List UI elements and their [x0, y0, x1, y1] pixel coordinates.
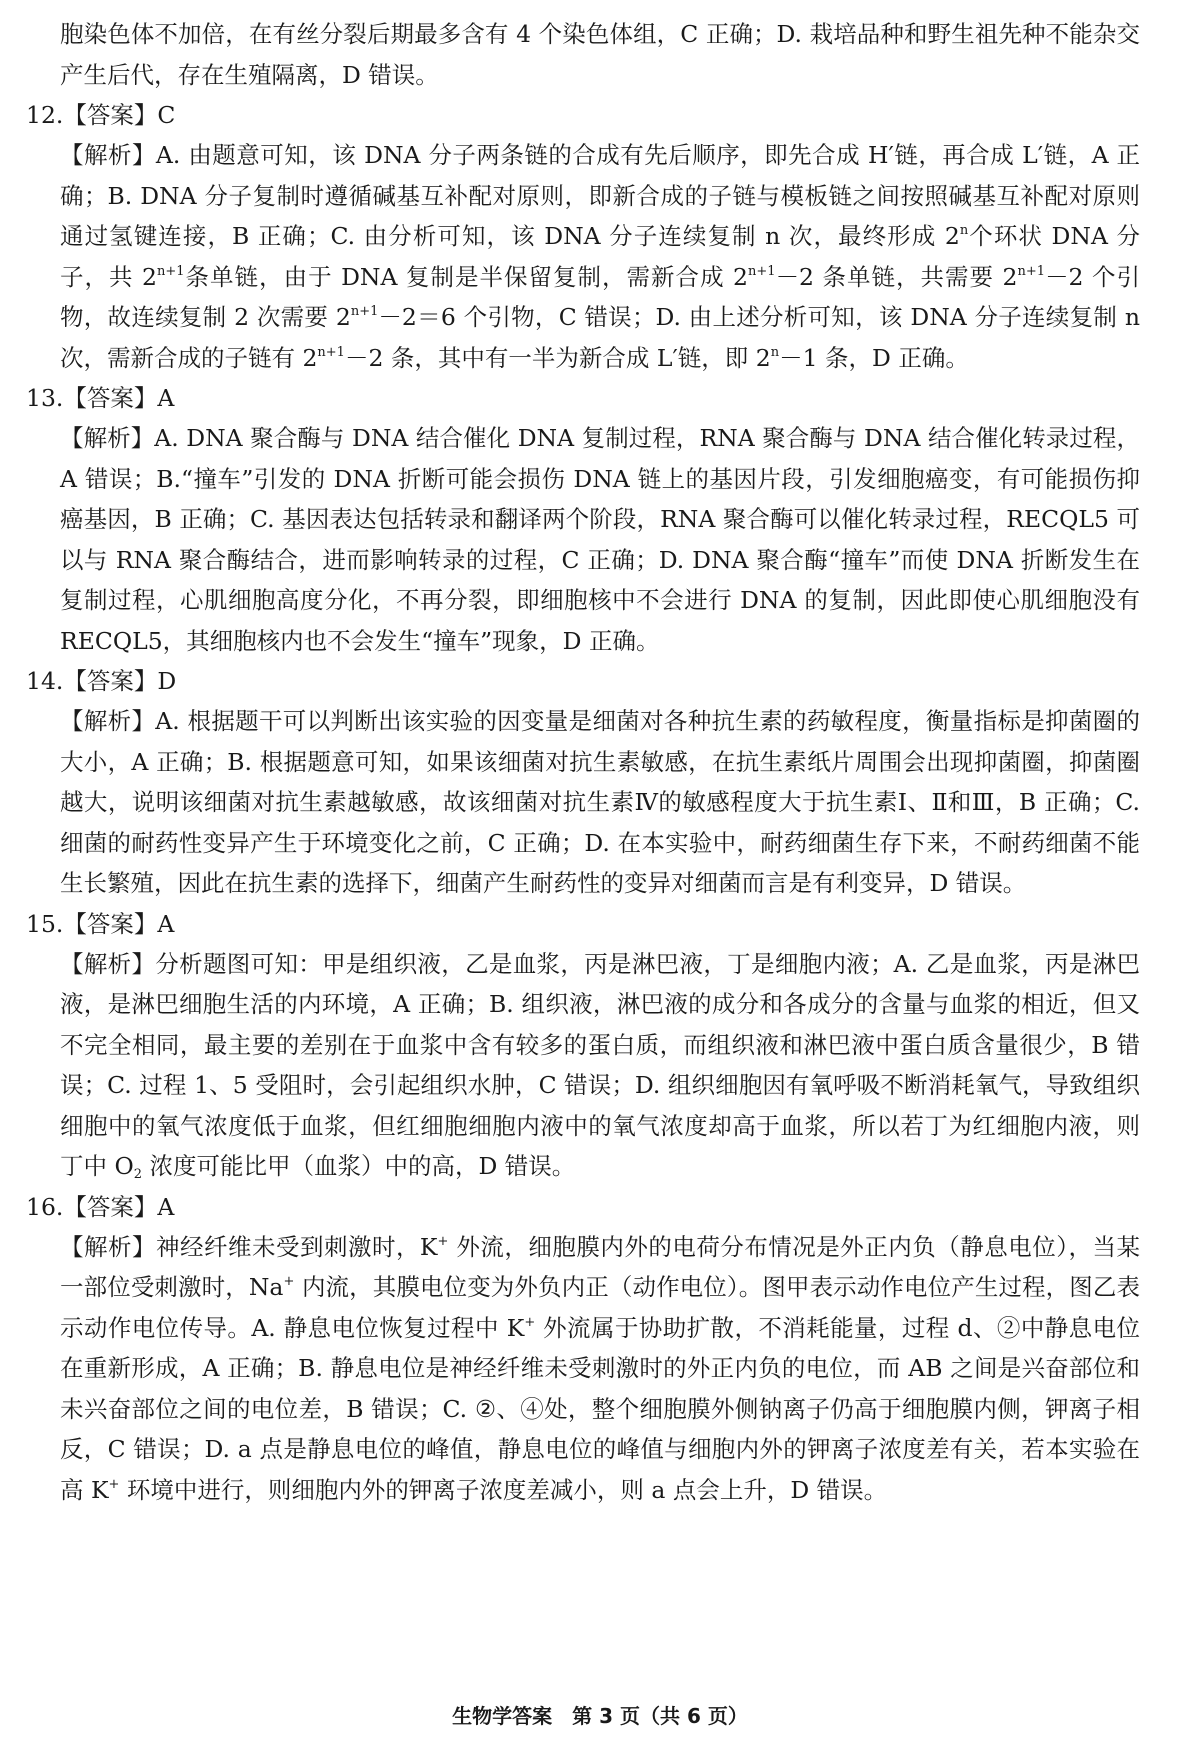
question-14	[26, 661, 1140, 904]
continued-paragraph: 胞染色体不加倍，在有丝分裂后期最多含有 4 个染色体组，C 正确；D. 栽培品种和野生祖先种不能杂交产生后代，存在生殖隔离，D 错误。	[60, 20, 1140, 89]
analysis-paragraph: 【解析】A. 由题意可知，该 DNA 分子两条链的合成有先后顺序，即先合成 H′链，再合成 L′链，A 正确；B. DNA 分子复制时遵循碱基互补配对原则，即新合成的子链与模板链之间按照碱基互补配对原则通过氢键连接，B 正确；C. 由分析可知，该 DNA 分子连续复制 n 次，最终形成 2$^n$个环状 DNA 分子，共 $2^{n+1}$条单链，由于 DNA 复制是半保留复制，需新合成 $2^{n+1}-2$ 条单链，共需要 $2^{n+1}-2$ 个引物，故连续复制 2 次需要 $2^{n+1}-2=6$ 个引物，C 错误；D. 由上述分析可知，该 DNA 分子连续复制 n 次，需新合成的子链有 $2^{n+1}-2$ 条，其中有一半为新合成 L′链，即 $2^n-1$ 条，D 正确。	[60, 141, 1141, 372]
answer-line: 15.【答案】A	[26, 909, 175, 938]
question-13	[26, 378, 1140, 661]
answer-line: 14.【答案】D	[26, 667, 177, 695]
question-16	[26, 1187, 1141, 1511]
answer-value: D	[157, 667, 177, 695]
analysis-paragraph: 【解析】A. DNA 聚合酶与 DNA 结合催化 DNA 复制过程，RNA 聚合酶与 DNA 结合催化转录过程，A 错误；B.“撞车”引发的 DNA 折断可能会损伤 DNA 链上的基因片段，引发细胞癌变，有可能损伤抑癌基因，B 正确；C. 基因表达包括转录和翻译两个阶段，RNA 聚合酶可以催化转录过程，RECQL5 可以与 RNA 聚合酶结合，进而影响转录的过程，C 正确；D. DNA 聚合酶“撞车”而使 DNA 折断发生在复制过程，心肌细胞高度分化，不再分裂，即细胞核中不会进行 DNA 的复制，因此即使心肌细胞没有 RECQL5，其细胞核内也不会发生“撞车”现象，D 正确。	[60, 424, 1140, 655]
question-12	[26, 95, 1141, 378]
analysis-paragraph: 【解析】A. 根据题干可以判断出该实验的因变量是细菌对各种抗生素的药敏程度，衡量指标是抑菌圈的大小，A 正确；B. 根据题意可知，如果该细菌对抗生素敏感，在抗生素纸片周围会出现抑菌圈，抑菌圈越大，说明该细菌对抗生素越敏感，故该细菌对抗生素Ⅳ的敏感程度大于抗生素Ⅰ、Ⅱ和Ⅲ，B 正确；C. 细菌的耐药性变异产生于环境变化之前，C 正确；D. 在本实验中，耐药细菌生存下来，不耐药细菌不能生长繁殖，因此在抗生素的选择下，细菌产生耐药性的变异对细菌而言是有利变异，D 错误。	[60, 707, 1140, 897]
answer-value: A	[157, 384, 175, 412]
answer-line: 13.【答案】A	[26, 384, 175, 412]
answer-line: 16.【答案】A	[26, 1192, 175, 1221]
answer-value: C	[157, 101, 176, 129]
question-15	[26, 904, 1140, 1187]
answer-value: A	[157, 1192, 175, 1221]
answer-value: A	[157, 909, 175, 938]
answer-line: 12.【答案】C	[26, 101, 176, 129]
analysis-paragraph: 【解析】分析题图可知：甲是组织液，乙是血浆，丙是淋巴液，丁是细胞内液；A. 乙是血浆，丙是淋巴液，是淋巴细胞生活的内环境，A 正确；B. 组织液，淋巴液的成分和各成分的含量与血浆的相近，但又不完全相同，最主要的差别在于血浆中含有较多的蛋白质，而组织液和淋巴液中蛋白质含量很少，B 错误；C. 过程 1、5 受阻时，会引起组织水肿，C 错误；D. 组织细胞因有氧呼吸不断消耗氧气，导致组织细胞中的氧气浓度低于血浆，但红细胞细胞内液中的氧气浓度却高于血浆，所以若丁为红细胞内液，则丁中 $O_2$ 浓度可能比甲（血浆）中的高，D 错误。	[60, 949, 1140, 1182]
page-footer: 生物学答案 第 3 页（共 6 页）	[452, 1704, 748, 1728]
analysis-paragraph: 【解析】神经纤维未受到刺激时，K+ 外流，细胞膜内外的电荷分布情况是外正内负（静息电位），当某一部位受刺激时，Na+ 内流，其膜电位变为外负内正（动作电位）。图甲表示动作电位产生过程，图乙表示动作电位传导。A. 静息电位恢复过程中 K+ 外流属于协助扩散，不消耗能量，过程 d、②中静息电位在重新形成，A 正确；B. 静息电位是神经纤维未受刺激时的外正内负的电位，而 AB 之间是兴奋部位和未兴奋部位之间的电位差，B 错误；C. ②、④处，整个细胞膜外侧钠离子仍高于细胞膜内侧，钾离子相反，C 错误；D. a 点是静息电位的峰值，静息电位的峰值与细胞内外的钾离子浓度差有关，若本实验在高 K+ 环境中进行，则细胞内外的钾离子浓度差减小，则 a 点会上升，D 错误。	[60, 1232, 1141, 1504]
